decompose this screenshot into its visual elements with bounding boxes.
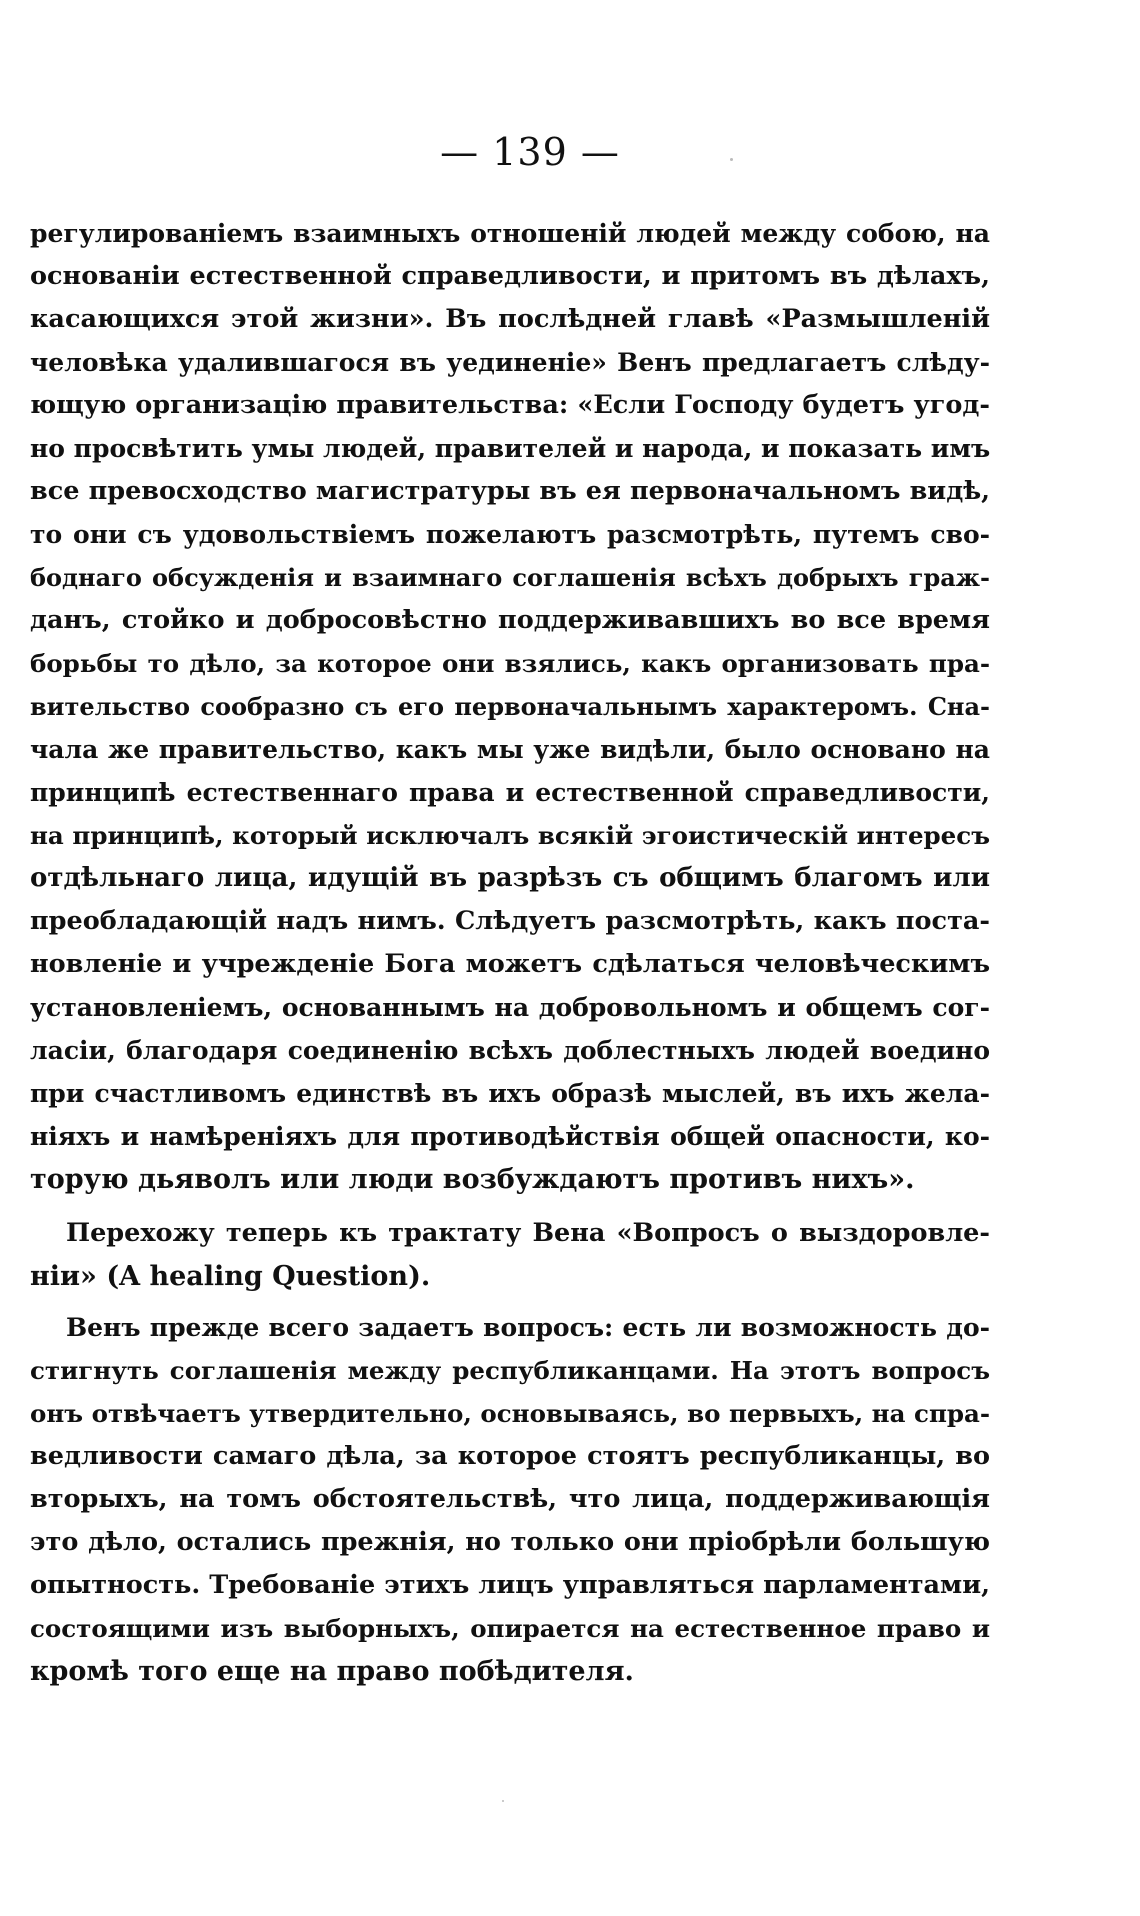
text-line: ніи» (A healing Question). xyxy=(30,1261,431,1292)
text-line: вительство сообразно съ его первоначальнымъ характеромъ. Сна- xyxy=(30,692,990,721)
text-line: при счастливомъ единствѣ въ ихъ образѣ мыслей, въ ихъ жела- xyxy=(30,1079,990,1108)
text-line: человѣка удалившагося въ уединеніе» Венъ предлагаетъ слѣду- xyxy=(30,348,990,377)
text-line: Перехожу теперь къ трактату Вена «Вопросъ о выздоровле- xyxy=(66,1218,990,1248)
text-line: стигнуть соглашенія между республиканцами. На этотъ вопросъ xyxy=(30,1356,990,1385)
text-line: онъ отвѣчаетъ утвердительно, основываясь, во первыхъ, на спра- xyxy=(30,1399,991,1428)
text-line: принципѣ естественнаго права и естественной справедливости, xyxy=(30,778,990,807)
text-line: борьбы то дѣло, за которое они взялись, какъ организовать пра- xyxy=(30,649,990,678)
text-line: чала же правительство, какъ мы уже видѣли, было основано на xyxy=(30,735,990,764)
paragraph-1 xyxy=(30,212,990,1201)
text-line: основаніи естественной справедливости, и притомъ въ дѣлахъ, xyxy=(30,261,990,291)
text-line: новленіе и учрежденіе Бога можетъ сдѣлаться человѣческимъ xyxy=(30,949,990,979)
text-line: вторыхъ, на томъ обстоятельствѣ, что лица, поддерживающія xyxy=(30,1484,990,1514)
text-line: ласіи, благодаря соединенію всѣхъ доблестныхъ людей воедино xyxy=(30,1036,990,1065)
text-line: на принципѣ, который исключалъ всякій эгоистическій интересъ xyxy=(30,821,990,850)
text-line: отдѣльнаго лица, идущій въ разрѣзъ съ общимъ благомъ или xyxy=(30,863,990,893)
text-line: касающихся этой жизни». Въ послѣдней главѣ «Размышленій xyxy=(30,304,990,334)
scan-speck xyxy=(730,158,733,161)
page-number: — 139 — xyxy=(440,130,620,174)
paragraph-2 xyxy=(30,1212,990,1298)
text-line: ніяхъ и намѣреніяхъ для противодѣйствія общей опасности, ко- xyxy=(30,1122,990,1151)
text-line: то они съ удовольствіемъ пожелаютъ разсмотрѣть, путемъ сво- xyxy=(30,520,990,549)
text-line: торую дьяволъ или люди возбуждаютъ противъ нихъ». xyxy=(30,1164,915,1195)
text-line: преобладающій надъ нимъ. Слѣдуетъ разсмотрѣть, какъ поста- xyxy=(30,906,990,936)
text-line: состоящими изъ выборныхъ, опирается на естественное право и xyxy=(30,1614,990,1643)
text-line: это дѣло, остались прежнія, но только они пріобрѣли большую xyxy=(30,1527,990,1557)
paragraph-3 xyxy=(30,1306,990,1693)
text-line: установленіемъ, основаннымъ на добровольномъ и общемъ сог- xyxy=(30,993,990,1022)
text-line: Венъ прежде всего задаетъ вопросъ: есть ли возможность до- xyxy=(66,1313,990,1342)
text-line: опытность. Требованіе этихъ лицъ управляться парламентами, xyxy=(30,1570,990,1600)
text-line: данъ, стойко и добросовѣстно поддерживавшихъ во все время xyxy=(30,605,990,635)
text-line: но просвѣтить умы людей, правителей и народа, и показать имъ xyxy=(30,434,991,463)
text-line: ведливости самаго дѣла, за которое стоятъ республиканцы, во xyxy=(30,1441,990,1471)
text-line: все превосходство магистратуры въ ея первоначальномъ видѣ, xyxy=(30,476,990,506)
text-line: кромѣ того еще на право побѣдителя. xyxy=(30,1656,634,1687)
text-line: регулированіемъ взаимныхъ отношеній людей между собою, на xyxy=(30,219,990,248)
text-line: ющую организацію правительства: «Если Господу будетъ угод- xyxy=(30,390,990,420)
scan-speck xyxy=(502,1800,504,1802)
text-line: боднаго обсужденія и взаимнаго соглашенія всѣхъ добрыхъ граж- xyxy=(30,563,990,592)
